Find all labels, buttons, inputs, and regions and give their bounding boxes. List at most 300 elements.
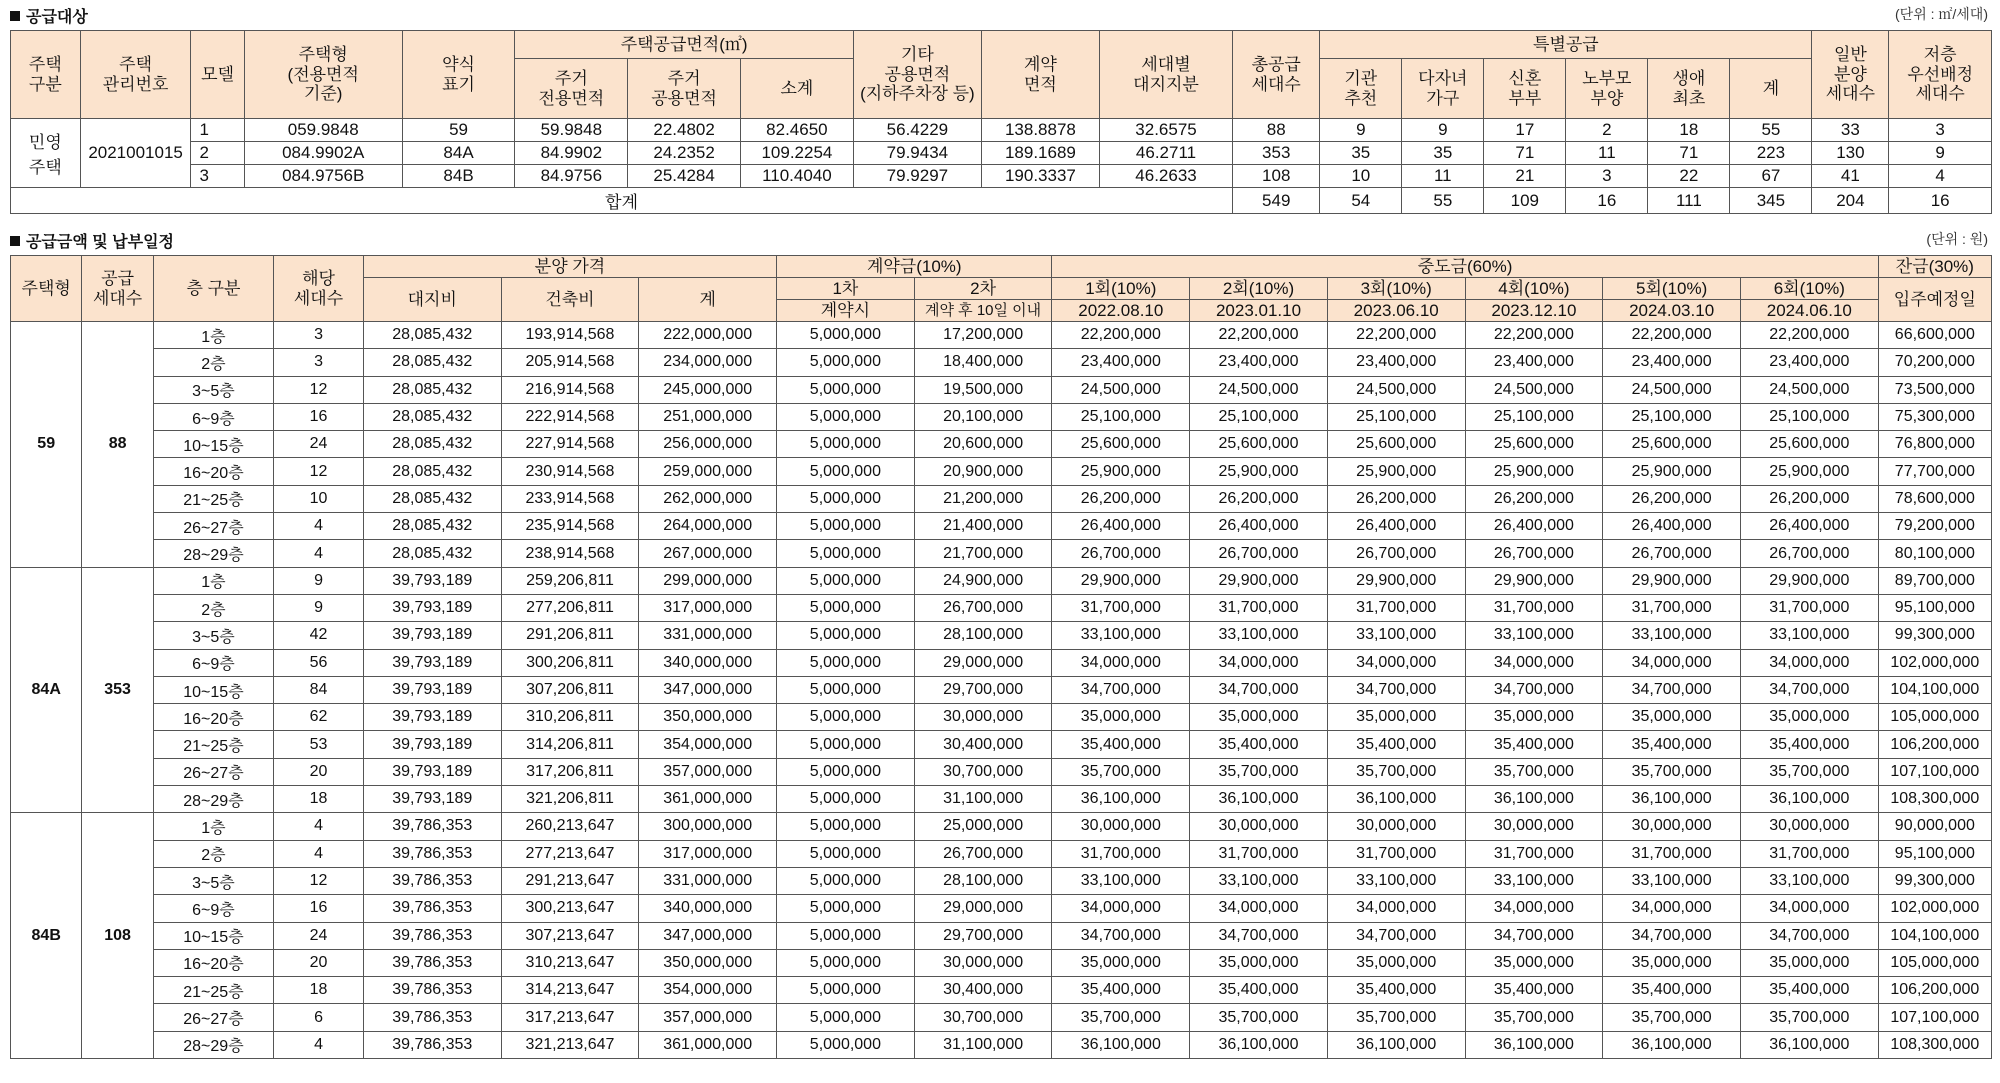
table-cell: 111 [1648, 188, 1730, 214]
table-cell: 307,213,647 [501, 922, 639, 949]
table-cell: 33,100,000 [1190, 867, 1328, 894]
table-cell: 277,206,811 [501, 594, 639, 621]
table-cell: 12 [274, 458, 364, 485]
table-cell: 108,300,000 [1878, 1031, 1991, 1058]
table-cell: 26,700,000 [1190, 540, 1328, 567]
table-cell: 24 [274, 922, 364, 949]
table-cell: 26,200,000 [1465, 485, 1603, 512]
group-house-form: 84B [11, 813, 82, 1059]
table-cell: 23,400,000 [1465, 349, 1603, 376]
table-cell: 31,700,000 [1052, 840, 1190, 867]
table-cell: 17,200,000 [914, 322, 1052, 349]
table-row [11, 165, 1992, 188]
table-cell: 245,000,000 [639, 376, 777, 403]
table-cell: 71 [1484, 142, 1566, 165]
table-cell: 66,600,000 [1878, 322, 1991, 349]
table-cell: 33,100,000 [1740, 622, 1878, 649]
table-cell: 25,900,000 [1052, 458, 1190, 485]
table-cell: 34,700,000 [1190, 922, 1328, 949]
th2-supply-units: 공급 세대수 [82, 256, 153, 322]
table-cell: 314,206,811 [501, 731, 639, 758]
table-cell: 26,700,000 [914, 594, 1052, 621]
table-cell: 22,200,000 [1465, 322, 1603, 349]
table-cell: 5,000,000 [777, 540, 915, 567]
table-cell: 291,213,647 [501, 867, 639, 894]
table-cell: 35,400,000 [1465, 731, 1603, 758]
table-cell: 30,700,000 [914, 758, 1052, 785]
table-cell: 16 [1566, 188, 1648, 214]
floor-cell: 6~9층 [153, 649, 273, 676]
table-cell: 35,700,000 [1327, 1004, 1465, 1031]
table-cell: 33,100,000 [1603, 622, 1741, 649]
table-cell: 24,500,000 [1465, 376, 1603, 403]
table-cell: 357,000,000 [639, 758, 777, 785]
table-cell: 2 [1566, 119, 1648, 142]
table-cell: 31,700,000 [1190, 594, 1328, 621]
table-cell: 25,900,000 [1465, 458, 1603, 485]
table-cell: 95,100,000 [1878, 840, 1991, 867]
th2-mid-2-date: 2023.01.10 [1190, 300, 1328, 322]
th2-mid-5: 5회(10%) [1603, 278, 1741, 300]
table-cell: 105,000,000 [1878, 704, 1991, 731]
table-cell: 35,000,000 [1190, 704, 1328, 731]
table-cell: 16 [274, 895, 364, 922]
table-cell: 28,085,432 [363, 376, 501, 403]
table-cell: 28,085,432 [363, 485, 501, 512]
table-cell: 56 [274, 649, 364, 676]
table-cell: 5,000,000 [777, 922, 915, 949]
table-cell: 12 [274, 867, 364, 894]
table-cell: 39,786,353 [363, 949, 501, 976]
table-cell: 5,000,000 [777, 1031, 915, 1058]
table-cell: 26,400,000 [1327, 513, 1465, 540]
floor-cell: 26~27층 [153, 513, 273, 540]
table-cell: 277,213,647 [501, 840, 639, 867]
floor-cell: 1층 [153, 813, 273, 840]
table-row [11, 622, 1992, 649]
table-cell: 10 [1320, 165, 1402, 188]
table-cell: 36,100,000 [1465, 786, 1603, 813]
table-cell: 34,700,000 [1327, 676, 1465, 703]
table-cell: 3 [191, 165, 244, 188]
table-cell: 31,700,000 [1327, 840, 1465, 867]
table-cell: 22,200,000 [1327, 322, 1465, 349]
table-cell: 26,400,000 [1190, 513, 1328, 540]
th-common: 주거 공용면적 [628, 59, 741, 119]
table-cell: 307,206,811 [501, 676, 639, 703]
table-cell: 28,085,432 [363, 513, 501, 540]
table-cell: 84.9756 [515, 165, 628, 188]
section2-unit: (단위 : 원) [1926, 231, 1988, 247]
table-cell: 30,400,000 [914, 731, 1052, 758]
table-cell: 34,700,000 [1465, 922, 1603, 949]
table-cell: 260,213,647 [501, 813, 639, 840]
th2-mid-6-date: 2024.06.10 [1740, 300, 1878, 322]
table-cell: 4 [274, 540, 364, 567]
table-cell: 20,100,000 [914, 403, 1052, 430]
table-cell: 39,786,353 [363, 1031, 501, 1058]
group-supply-units: 108 [82, 813, 153, 1059]
table-cell: 300,213,647 [501, 895, 639, 922]
table-row [11, 376, 1992, 403]
table-cell: 25,600,000 [1190, 431, 1328, 458]
table-cell: 31,700,000 [1740, 594, 1878, 621]
table-cell: 9 [1402, 119, 1484, 142]
th2-units: 해당 세대수 [274, 256, 364, 322]
table-cell: 29,900,000 [1190, 567, 1328, 594]
table-cell: 26,200,000 [1190, 485, 1328, 512]
table-cell: 30,000,000 [1465, 813, 1603, 840]
table-cell: 33,100,000 [1327, 622, 1465, 649]
table-cell: 36,100,000 [1052, 1031, 1190, 1058]
table-cell: 5,000,000 [777, 622, 915, 649]
th-first-time: 생애 최초 [1648, 59, 1730, 119]
table-cell: 35,400,000 [1052, 977, 1190, 1004]
th2-mid-group: 중도금(60%) [1052, 256, 1878, 278]
table-cell: 35,700,000 [1603, 1004, 1741, 1031]
table-cell: 25,600,000 [1327, 431, 1465, 458]
table-cell: 22,200,000 [1052, 322, 1190, 349]
table-cell: 84B [402, 165, 515, 188]
table-cell: 25,000,000 [914, 813, 1052, 840]
table-cell: 36,100,000 [1327, 786, 1465, 813]
table-cell: 28,085,432 [363, 322, 501, 349]
table-cell: 34,700,000 [1052, 922, 1190, 949]
table-cell: 31,700,000 [1327, 594, 1465, 621]
table-cell: 35,700,000 [1740, 1004, 1878, 1031]
house-type-cell: 민영 주택 [11, 119, 81, 188]
th-general: 일반 분양 세대수 [1812, 31, 1889, 119]
table-cell: 549 [1233, 188, 1320, 214]
table-cell: 110.4040 [741, 165, 854, 188]
floor-cell: 1층 [153, 322, 273, 349]
table-cell: 310,213,647 [501, 949, 639, 976]
table-cell: 3 [1889, 119, 1992, 142]
table-cell: 24,500,000 [1052, 376, 1190, 403]
table-cell: 25,600,000 [1603, 431, 1741, 458]
table-cell: 36,100,000 [1740, 786, 1878, 813]
table-cell: 317,000,000 [639, 840, 777, 867]
th-other-common: 기타 공용면적 (지하주차장 등) [853, 31, 981, 119]
floor-cell: 16~20층 [153, 949, 273, 976]
table-cell: 79.9297 [853, 165, 981, 188]
th2-mid-4: 4회(10%) [1465, 278, 1603, 300]
table-cell: 5,000,000 [777, 813, 915, 840]
table-cell: 36,100,000 [1603, 1031, 1741, 1058]
table-row [11, 403, 1992, 430]
table-cell: 25,900,000 [1603, 458, 1741, 485]
table-cell: 331,000,000 [639, 867, 777, 894]
table-cell: 35,700,000 [1603, 758, 1741, 785]
table-cell: 39,793,189 [363, 567, 501, 594]
th-contract-area: 계약 면적 [981, 31, 1099, 119]
th2-land: 대지비 [363, 278, 501, 322]
table-row [11, 813, 1992, 840]
table-cell: 95,100,000 [1878, 594, 1991, 621]
table-cell: 35,700,000 [1465, 758, 1603, 785]
table-cell: 34,700,000 [1465, 676, 1603, 703]
table-cell: 99,300,000 [1878, 867, 1991, 894]
table-cell: 99,300,000 [1878, 622, 1991, 649]
table-cell: 5,000,000 [777, 867, 915, 894]
table-cell: 78,600,000 [1878, 485, 1991, 512]
table-cell: 39,793,189 [363, 594, 501, 621]
table-cell: 26,200,000 [1603, 485, 1741, 512]
table-cell: 28,100,000 [914, 867, 1052, 894]
floor-cell: 21~25층 [153, 485, 273, 512]
table-cell: 9 [1320, 119, 1402, 142]
table-cell: 34,000,000 [1327, 895, 1465, 922]
th2-balance-sub: 입주예정일 [1878, 278, 1991, 322]
table-cell: 3 [274, 322, 364, 349]
table-cell: 25,600,000 [1465, 431, 1603, 458]
th2-house-form: 주택형 [11, 256, 82, 322]
table-cell: 291,206,811 [501, 622, 639, 649]
table-cell: 59 [402, 119, 515, 142]
table-cell: 34,000,000 [1190, 649, 1328, 676]
table-cell: 31,700,000 [1740, 840, 1878, 867]
th-house-type: 주택 구분 [11, 31, 81, 119]
table-cell: 361,000,000 [639, 1031, 777, 1058]
table-cell: 9 [274, 594, 364, 621]
table-cell: 35,000,000 [1603, 949, 1741, 976]
th2-floor: 층 구분 [153, 256, 273, 322]
table-cell: 36,100,000 [1190, 1031, 1328, 1058]
table-cell: 25,100,000 [1327, 403, 1465, 430]
table-cell: 34,000,000 [1052, 649, 1190, 676]
table-cell: 29,900,000 [1327, 567, 1465, 594]
th2-price-group: 분양 가격 [363, 256, 776, 278]
table-cell: 35,000,000 [1740, 949, 1878, 976]
table-cell: 35,400,000 [1190, 731, 1328, 758]
table-cell: 26,400,000 [1052, 513, 1190, 540]
table-cell: 34,700,000 [1740, 922, 1878, 949]
section1-title [10, 4, 88, 27]
table-cell: 30,700,000 [914, 1004, 1052, 1031]
supply-target-table [10, 30, 1992, 214]
table-cell: 35,000,000 [1052, 949, 1190, 976]
table-cell: 32.6575 [1099, 119, 1232, 142]
table-cell: 11 [1402, 165, 1484, 188]
table-cell: 73,500,000 [1878, 376, 1991, 403]
th2-mid-1-date: 2022.08.10 [1052, 300, 1190, 322]
table-cell: 259,206,811 [501, 567, 639, 594]
table-cell: 35,000,000 [1740, 704, 1878, 731]
table-cell: 24,900,000 [914, 567, 1052, 594]
table-cell: 108,300,000 [1878, 786, 1991, 813]
table-cell: 59.9848 [515, 119, 628, 142]
table-cell: 259,000,000 [639, 458, 777, 485]
table-cell: 26,400,000 [1465, 513, 1603, 540]
table-cell: 35,000,000 [1327, 949, 1465, 976]
supply-target-body [11, 119, 1992, 214]
section1-unit: (단위 : ㎡/세대) [1895, 6, 1988, 22]
table-cell: 340,000,000 [639, 895, 777, 922]
table-row [11, 142, 1992, 165]
th-multichild: 다자녀 가구 [1402, 59, 1484, 119]
table-cell: 62 [274, 704, 364, 731]
table-cell: 82.4650 [741, 119, 854, 142]
table-cell: 310,206,811 [501, 704, 639, 731]
table-cell: 23,400,000 [1327, 349, 1465, 376]
table-row [11, 786, 1992, 813]
table-cell: 34,700,000 [1052, 676, 1190, 703]
table-cell: 26,700,000 [1740, 540, 1878, 567]
table-cell: 059.9848 [244, 119, 402, 142]
table-cell: 28,085,432 [363, 403, 501, 430]
table-cell: 35,700,000 [1190, 1004, 1328, 1031]
table-cell: 5,000,000 [777, 895, 915, 922]
table-cell: 321,206,811 [501, 786, 639, 813]
th-land-share: 세대별 대지지분 [1099, 31, 1232, 119]
table-cell: 25,100,000 [1190, 403, 1328, 430]
table-cell: 35,400,000 [1052, 731, 1190, 758]
table-cell: 33,100,000 [1740, 867, 1878, 894]
table-cell: 12 [274, 376, 364, 403]
table-row [11, 567, 1992, 594]
table-cell: 5,000,000 [777, 594, 915, 621]
table-cell: 17 [1484, 119, 1566, 142]
table-cell: 90,000,000 [1878, 813, 1991, 840]
table-cell: 23,400,000 [1603, 349, 1741, 376]
table-row [11, 431, 1992, 458]
table-cell: 36,100,000 [1190, 786, 1328, 813]
table-cell: 2 [191, 142, 244, 165]
table-cell: 35,400,000 [1465, 977, 1603, 1004]
floor-cell: 2층 [153, 594, 273, 621]
table-cell: 3 [274, 349, 364, 376]
table-cell: 34,000,000 [1052, 895, 1190, 922]
table-cell: 35,700,000 [1190, 758, 1328, 785]
th2-second: 2차 [914, 278, 1052, 300]
table-cell: 193,914,568 [501, 322, 639, 349]
table-cell: 353 [1233, 142, 1320, 165]
th2-second-sub: 계약 후 10일 이내 [914, 300, 1052, 322]
table-cell: 79,200,000 [1878, 513, 1991, 540]
table-cell: 84.9902 [515, 142, 628, 165]
table-row [11, 540, 1992, 567]
table-cell: 25,100,000 [1465, 403, 1603, 430]
table-cell: 5,000,000 [777, 649, 915, 676]
th-total-supply: 총공급 세대수 [1233, 31, 1320, 119]
table-cell: 5,000,000 [777, 786, 915, 813]
table-row [11, 731, 1992, 758]
section2-title [10, 229, 174, 252]
table-cell: 21,400,000 [914, 513, 1052, 540]
floor-cell: 3~5층 [153, 622, 273, 649]
table-cell: 190.3337 [981, 165, 1099, 188]
table-cell: 5,000,000 [777, 513, 915, 540]
table-cell: 34,700,000 [1190, 676, 1328, 703]
table-cell: 29,700,000 [914, 676, 1052, 703]
table-cell: 16 [274, 403, 364, 430]
table-cell: 26,200,000 [1740, 485, 1878, 512]
floor-cell: 3~5층 [153, 867, 273, 894]
table-cell: 22,200,000 [1740, 322, 1878, 349]
table-cell: 4 [274, 1031, 364, 1058]
table-cell: 350,000,000 [639, 949, 777, 976]
table-cell: 39,793,189 [363, 704, 501, 731]
table-cell: 30,000,000 [1603, 813, 1741, 840]
table-cell: 340,000,000 [639, 649, 777, 676]
table-cell: 5,000,000 [777, 949, 915, 976]
table-cell: 25,600,000 [1740, 431, 1878, 458]
table-cell: 25,600,000 [1052, 431, 1190, 458]
table-cell: 35,000,000 [1327, 704, 1465, 731]
table-cell: 22,200,000 [1190, 322, 1328, 349]
th2-mid-6: 6회(10%) [1740, 278, 1878, 300]
table-row [11, 649, 1992, 676]
floor-cell: 6~9층 [153, 895, 273, 922]
table-cell: 39,786,353 [363, 1004, 501, 1031]
table-cell: 189.1689 [981, 142, 1099, 165]
bullet-square-icon [10, 11, 20, 21]
payment-schedule-body [11, 322, 1992, 1059]
table-row [11, 349, 1992, 376]
table-cell: 34,000,000 [1190, 895, 1328, 922]
total-label: 합계 [11, 188, 1233, 214]
table-cell: 33,100,000 [1465, 622, 1603, 649]
table-row [11, 322, 1992, 349]
table-cell: 33,100,000 [1052, 622, 1190, 649]
th-institution: 기관 추천 [1320, 59, 1402, 119]
table-cell: 35,000,000 [1190, 949, 1328, 976]
table-cell: 25,100,000 [1740, 403, 1878, 430]
table-cell: 35,400,000 [1740, 731, 1878, 758]
table-cell: 26,700,000 [914, 840, 1052, 867]
table-cell: 84 [274, 676, 364, 703]
table-cell: 39,793,189 [363, 786, 501, 813]
table-cell: 46.2711 [1099, 142, 1232, 165]
table-cell: 75,300,000 [1878, 403, 1991, 430]
table-row [11, 458, 1992, 485]
table-row [11, 513, 1992, 540]
table-cell: 26,700,000 [1052, 540, 1190, 567]
table-cell: 36,100,000 [1052, 786, 1190, 813]
table-row [11, 1031, 1992, 1058]
table-cell: 230,914,568 [501, 458, 639, 485]
table-cell: 20 [274, 758, 364, 785]
table-cell: 33,100,000 [1190, 622, 1328, 649]
table-cell: 36,100,000 [1740, 1031, 1878, 1058]
table-cell: 321,213,647 [501, 1031, 639, 1058]
table-row [11, 977, 1992, 1004]
table-row [11, 676, 1992, 703]
th-model: 모델 [191, 31, 244, 119]
table-cell: 36,100,000 [1603, 786, 1741, 813]
table-cell: 102,000,000 [1878, 649, 1991, 676]
table-cell: 24,500,000 [1603, 376, 1741, 403]
th2-building: 건축비 [501, 278, 639, 322]
table-cell: 39,786,353 [363, 977, 501, 1004]
table-cell: 205,914,568 [501, 349, 639, 376]
table-cell: 314,213,647 [501, 977, 639, 1004]
table-cell: 35,000,000 [1603, 704, 1741, 731]
table-cell: 31,700,000 [1052, 594, 1190, 621]
table-cell: 80,100,000 [1878, 540, 1991, 567]
th2-mid-3-date: 2023.06.10 [1327, 300, 1465, 322]
table-cell: 39,793,189 [363, 676, 501, 703]
table-cell: 354,000,000 [639, 977, 777, 1004]
table-cell: 5,000,000 [777, 403, 915, 430]
floor-cell: 1층 [153, 567, 273, 594]
table-cell: 35,700,000 [1327, 758, 1465, 785]
table-cell: 16 [1889, 188, 1992, 214]
table-cell: 300,000,000 [639, 813, 777, 840]
th2-total: 계 [639, 278, 777, 322]
table-row [11, 840, 1992, 867]
table-cell: 23,400,000 [1740, 349, 1878, 376]
